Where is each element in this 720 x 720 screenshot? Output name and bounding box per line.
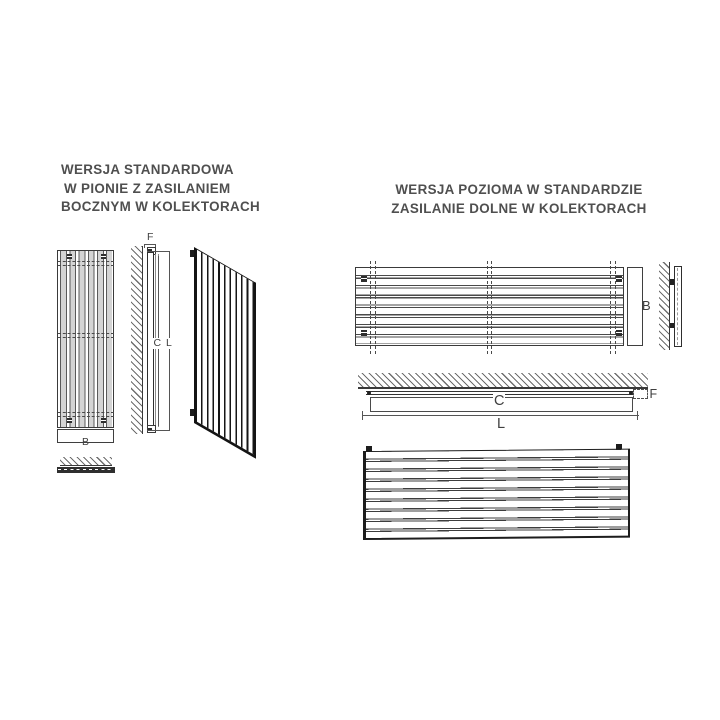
left-perspective-view bbox=[194, 247, 256, 459]
dim-b-label: B bbox=[81, 436, 89, 448]
dim-l-tick bbox=[362, 411, 363, 420]
radiator-profile bbox=[674, 266, 682, 347]
dim-f-dashed-box bbox=[633, 389, 648, 399]
top-view-wall-line bbox=[358, 387, 648, 389]
wall-bracket bbox=[670, 279, 675, 285]
dim-c-label: C bbox=[494, 393, 505, 409]
dim-b-label: B bbox=[642, 298, 651, 313]
left-section-title bbox=[61, 161, 281, 217]
middle-collector-dashed-line bbox=[58, 333, 114, 338]
vertical-slats bbox=[59, 251, 112, 427]
dim-b-box bbox=[57, 429, 114, 448]
right-section-title bbox=[374, 181, 664, 218]
dim-b-box bbox=[627, 267, 643, 346]
mounting-dashed-line bbox=[610, 261, 611, 354]
dim-c-label: C bbox=[153, 337, 162, 349]
top-view-wall-hatch bbox=[358, 373, 648, 388]
mounting-dashed-line bbox=[491, 261, 492, 354]
wall-hatch bbox=[131, 246, 142, 434]
dim-f-label: F bbox=[649, 387, 658, 401]
dim-l-tick bbox=[637, 411, 638, 420]
wall-line bbox=[142, 246, 144, 434]
mounting-bracket bbox=[361, 330, 367, 336]
mounting-bracket bbox=[67, 254, 72, 259]
mounting-bracket bbox=[616, 276, 622, 282]
top-view-dashed-seam bbox=[58, 469, 114, 470]
mounting-bracket bbox=[101, 254, 106, 259]
dim-f-label: F bbox=[147, 231, 154, 243]
mounting-bracket bbox=[101, 418, 106, 423]
wall-bracket bbox=[670, 323, 675, 329]
mounting-bracket bbox=[67, 418, 72, 423]
dim-l-label: L bbox=[497, 416, 506, 432]
title-line: WERSJA POZIOMA W STANDARDZIE bbox=[395, 182, 643, 197]
top-collector-dashed-line bbox=[58, 261, 114, 266]
dim-f-tick bbox=[144, 244, 145, 248]
mounting-dashed-line bbox=[487, 261, 488, 354]
title-line: ZASILANIE DOLNE W KOLEKTORACH bbox=[391, 200, 647, 216]
title-line: WERSJA STANDARDOWA bbox=[61, 162, 234, 177]
profile-seam bbox=[677, 268, 678, 345]
dim-extension-line bbox=[147, 430, 169, 431]
horizontal-slats bbox=[356, 269, 623, 344]
wall-line bbox=[669, 262, 671, 350]
bottom-collector-dashed-line bbox=[58, 412, 114, 417]
dim-l-label: L bbox=[166, 337, 172, 349]
mounting-dashed-line bbox=[615, 261, 616, 354]
title-line: W PIONIE Z ZASILANIEM bbox=[64, 180, 231, 196]
title-line: BOCZNYM W KOLEKTORACH bbox=[61, 199, 261, 215]
right-front-view bbox=[355, 267, 624, 346]
left-front-view bbox=[57, 250, 114, 428]
wall-hatch bbox=[659, 262, 669, 350]
mounting-dashed-line bbox=[370, 261, 371, 354]
mounting-bracket bbox=[361, 276, 367, 282]
mounting-bracket bbox=[616, 330, 622, 336]
right-perspective-view bbox=[363, 448, 630, 539]
mounting-dashed-line bbox=[375, 261, 376, 354]
left-top-view-profile bbox=[57, 467, 115, 473]
dim-extension-line bbox=[147, 251, 169, 252]
connection-point bbox=[367, 391, 372, 396]
